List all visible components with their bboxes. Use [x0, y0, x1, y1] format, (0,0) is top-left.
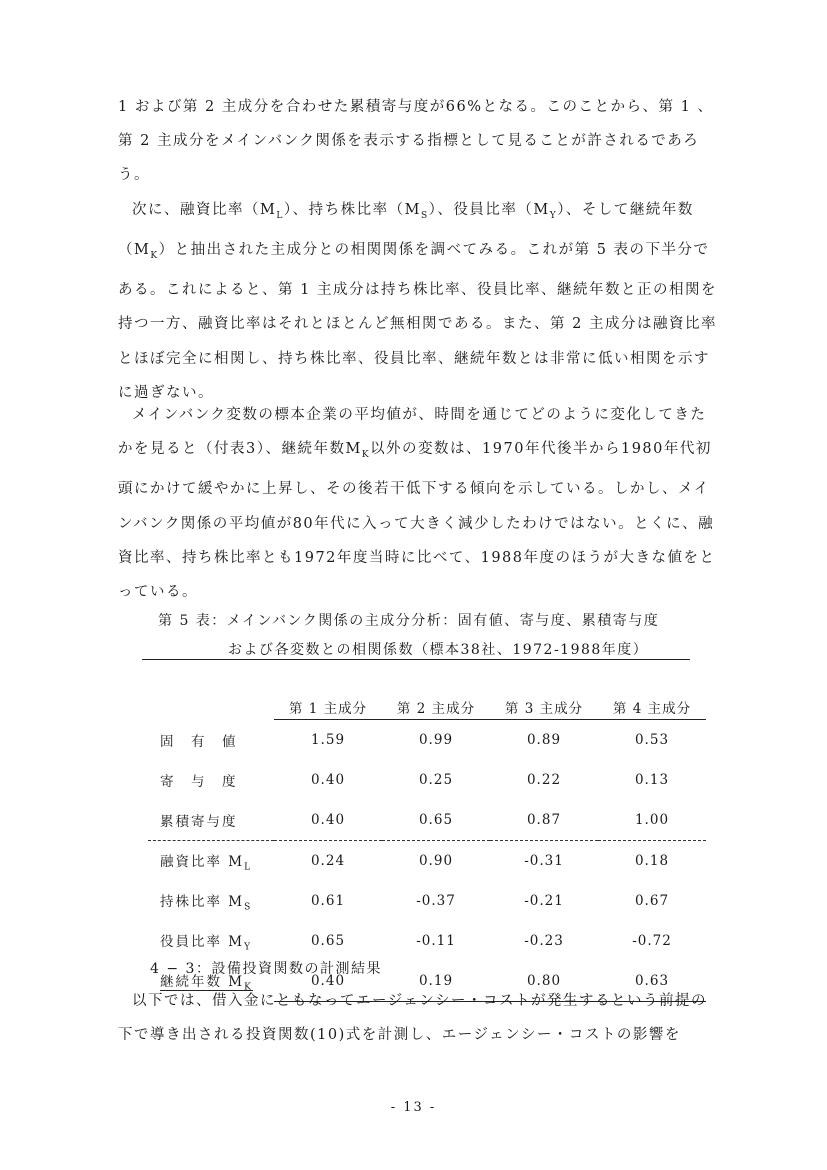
table-cell: 0.89	[526, 732, 562, 748]
table-cell: 0.53	[634, 732, 670, 748]
row-label: 累積寄与度	[148, 800, 274, 841]
table-cell: 0.40	[310, 772, 346, 788]
table-cell: 0.90	[418, 853, 454, 869]
table-cell: 0.61	[310, 893, 346, 909]
table-header-blank	[148, 695, 274, 720]
table-header-pc1: 第 1 主成分	[274, 695, 382, 720]
section-heading: 4 − 3：設備投資関数の計測結果	[150, 961, 382, 977]
row-label: 持株比率 $M_S$	[160, 893, 253, 913]
table-cell: -0.23	[524, 933, 564, 949]
table-caption-line2: および各変数との相関係数（標本38社、1972-1988年度）	[142, 639, 690, 660]
table-cell: 0.65	[382, 800, 490, 841]
table-row	[148, 720, 706, 761]
table-cell: -0.72	[632, 933, 672, 949]
table-cell: 0.63	[598, 961, 706, 1002]
table-cell: 0.13	[634, 772, 670, 788]
table-row	[148, 841, 706, 882]
paragraph-2: 次に、融資比率$(M_L)$、持ち株比率$(M_S)$、役員比率$(M_Y)$、そして継続年数$(M_K)$と抽出された主成分との相関関係を調べてみる。これが第 5 表の下半分である。これによると、第 1 主成分は持ち株比率、役員比率、継続年数と正の相関を持つ一方、融資比率はそれとほとんど無相関である。また、第 2 主成分は融資比率とほぼ完全に相関し、持ち株比率、役員比率、継続年数とは非常に低い相関を示すに過ぎない。	[118, 202, 717, 401]
table-cell: 0.25	[418, 772, 454, 788]
table-row	[148, 800, 706, 841]
table-cell: 0.18	[634, 853, 670, 869]
table-cell: -0.31	[524, 853, 564, 869]
row-label: 融資比率 $M_L$	[160, 853, 253, 873]
table-header-pc2: 第 2 主成分	[382, 695, 490, 720]
section-body: 以下では、借入金にともなってエージェンシー・コストが発生するという前提の下で導き出される投資関数(10)式を計測し、エージェンシー・コストの影響を	[118, 993, 708, 1044]
paragraph-1: 1 および第 2 主成分を合わせた累積寄与度が66%となる。このことから、第 1 、第 2 主成分をメインバンク関係を表示する指標として見ることが許されるであろう。	[118, 99, 714, 184]
table-caption-line1: 第 5 表：メインバンク関係の主成分分析：固有値、寄与度、累積寄与度	[158, 613, 660, 629]
table-cell: 0.22	[526, 772, 562, 788]
table-cell: 0.80	[490, 961, 598, 1002]
table-header-pc4: 第 4 主成分	[598, 695, 706, 720]
row-label: 役員比率 $M_Y$	[160, 933, 253, 953]
table-cell: -0.11	[416, 933, 456, 949]
table-cell: 0.65	[310, 933, 346, 949]
row-label: 継続年数 $M_K$	[160, 973, 253, 993]
table-row	[148, 921, 706, 961]
table-cell: 0.99	[418, 732, 454, 748]
table-cell: -0.21	[524, 893, 564, 909]
table-cell: 0.24	[310, 853, 346, 869]
table-row	[148, 760, 706, 800]
table-cell: 1.59	[310, 732, 346, 748]
table-cell: 0.87	[490, 800, 598, 841]
table-row	[148, 881, 706, 921]
principal-component-table	[148, 695, 706, 1002]
table-cell: 0.19	[382, 961, 490, 1002]
table-cell: 1.00	[598, 800, 706, 841]
paragraph-3: メインバンク変数の標本企業の平均値が、時間を通じてどのように変化してきたかを見ると（付表3）、継続年数$M_K$以外の変数は、1970年代後半から1980年代初頭にかけて緩やかに上昇し、その後若干低下する傾向を示している。しかし、メインバンク関係の平均値が80年代に入って大きく減少したわけではない。とくに、融資比率、持ち株比率とも1972年度当時に比べて、1988年度のほうが大きな値をとっている。	[118, 407, 716, 600]
row-label: 寄 与 度	[160, 774, 238, 790]
row-label: 固 有 値	[160, 733, 238, 750]
table-cell: 0.67	[634, 893, 670, 909]
table-cell: 0.40	[274, 800, 382, 841]
page-number: - 13 -	[390, 1100, 437, 1115]
table-header-row	[148, 695, 706, 720]
table-cell: 0.40	[274, 961, 382, 1002]
table-header-pc3: 第 3 主成分	[490, 695, 598, 720]
table-cell: -0.37	[416, 893, 456, 909]
